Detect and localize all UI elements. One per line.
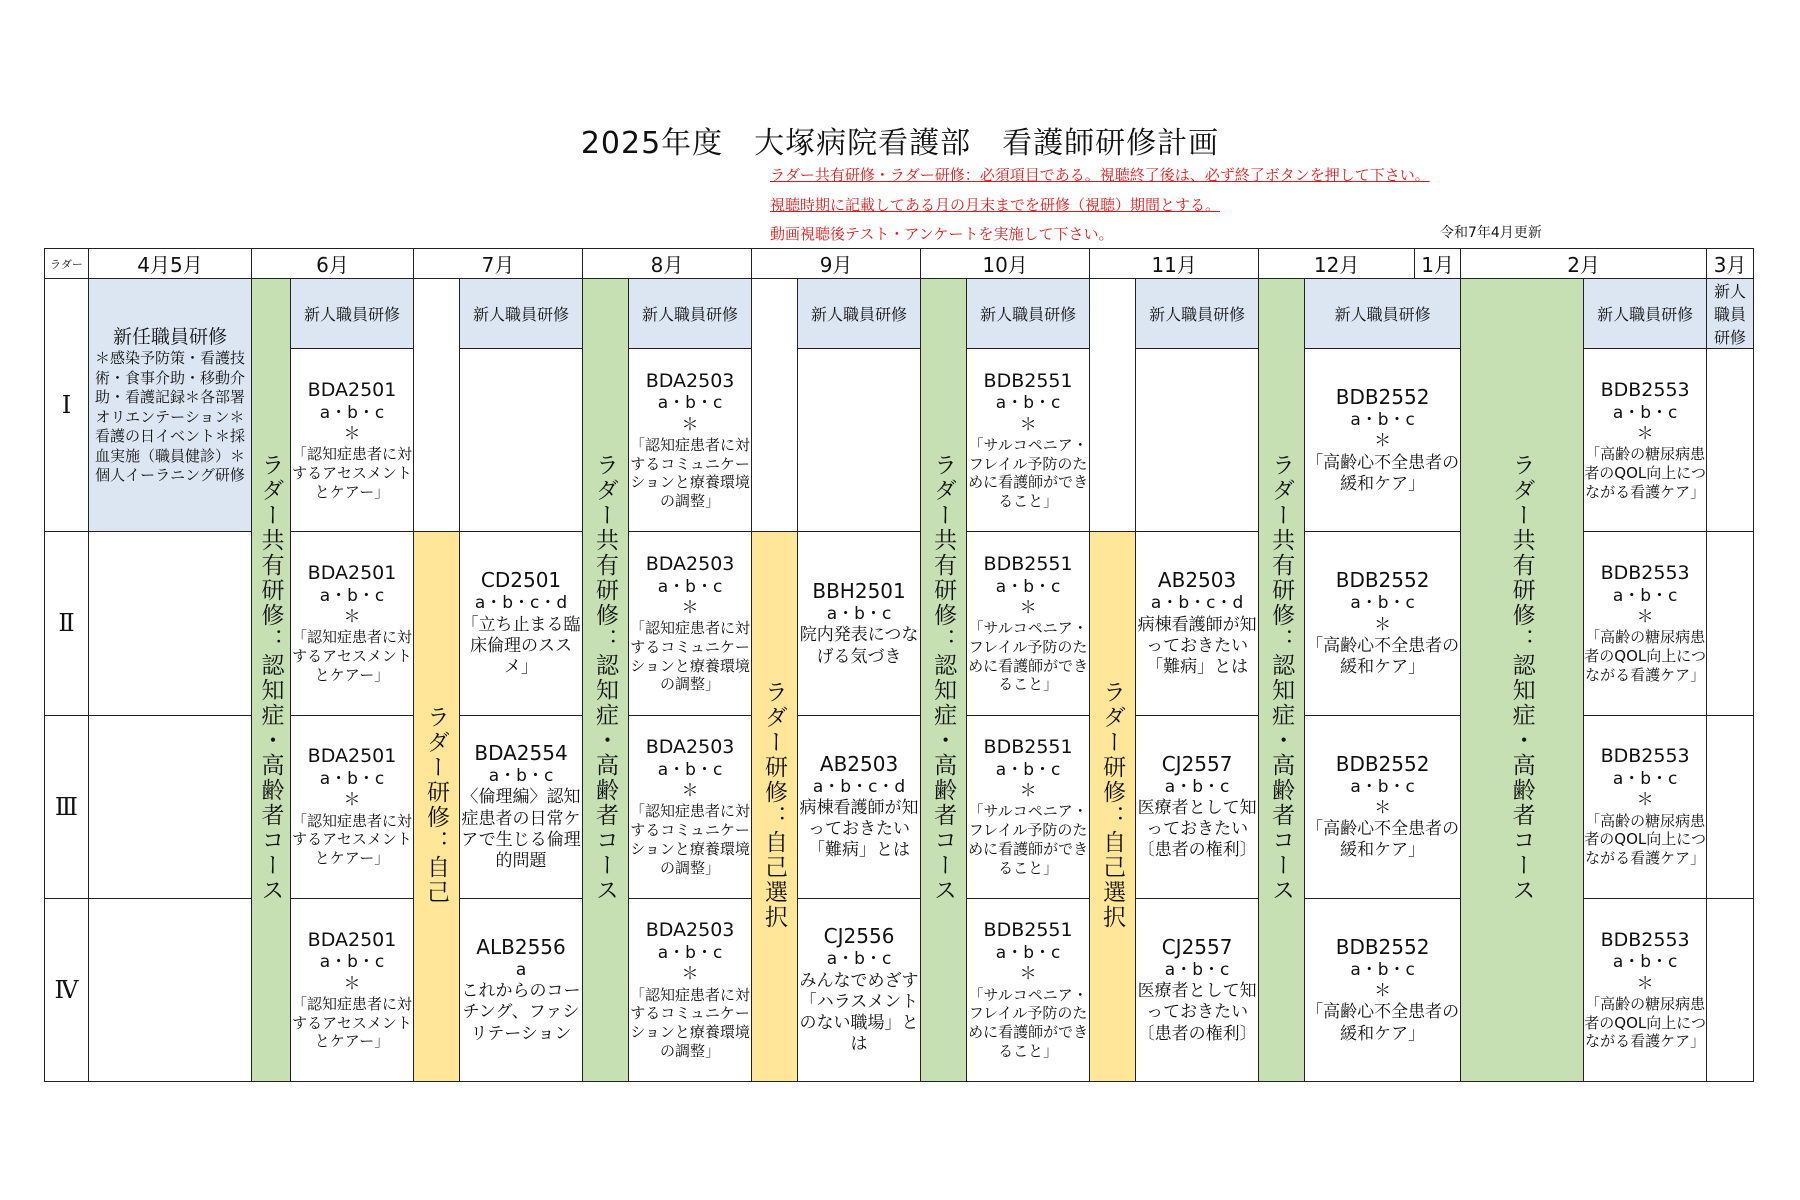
shared-training-oct: [921, 279, 967, 1082]
new-staff-mar: 新人職員研修: [1707, 279, 1754, 349]
course-cell: BDA2503 a・b・c ＊ 「認知症患者に対するコミュニケーションと療養環境の調整」: [629, 349, 752, 532]
course-cell: BDB2551 a・b・c ＊ 「サルコペニア・フレイル予防のために看護師ができること」: [967, 532, 1090, 715]
month-dec: 12月: [1259, 249, 1415, 279]
training-plan-table: [44, 248, 1754, 1082]
month-sep: 9月: [752, 249, 921, 279]
course-cell: CJ2556 a・b・c みんなでめざす「ハラスメントのない職場」とは: [798, 898, 921, 1081]
course-cell: BDA2503 a・b・c ＊ 「認知症患者に対するコミュニケーションと療養環境の調整」: [629, 898, 752, 1081]
new-staff-aug: 新人職員研修: [629, 279, 752, 349]
empty-cell: [414, 279, 460, 532]
ladder-training-jul: [414, 532, 460, 1082]
new-staff-row: [45, 279, 1754, 349]
course-cell: BDB2553 a・b・c ＊ 「高齢の糖尿病患者のQOL向上につながる看護ケア」: [1584, 532, 1707, 715]
ladder-training-label: ラダー研修：自己選択: [761, 679, 788, 930]
course-cell: BDB2553 a・b・c ＊ 「高齢の糖尿病患者のQOL向上につながる看護ケア」: [1584, 898, 1707, 1081]
new-staff-feb: 新人職員研修: [1584, 279, 1707, 349]
notice-test: 動画視聴後テスト・アンケートを実施して下さい。: [770, 225, 1114, 243]
empty-cell: [1707, 715, 1754, 898]
month-mar: 3月: [1707, 249, 1754, 279]
ladder-training-sep: [752, 532, 798, 1082]
empty-cell: [1707, 532, 1754, 715]
empty-cell: [752, 279, 798, 532]
new-staff-jul: 新人職員研修: [460, 279, 583, 349]
month-feb: 2月: [1461, 249, 1707, 279]
new-staff-dec-jan: 新人職員研修: [1305, 279, 1461, 349]
course-cell: BDB2552 a・b・c ＊ 「高齢心不全患者の緩和ケア」: [1305, 715, 1461, 898]
course-cell: BDB2552 a・b・c ＊ 「高齢心不全患者の緩和ケア」: [1305, 532, 1461, 715]
empty-cell: [1090, 279, 1136, 532]
month-jun: 6月: [252, 249, 414, 279]
course-cell: BDA2503 a・b・c ＊ 「認知症患者に対するコミュニケーションと療養環境の調整」: [629, 715, 752, 898]
course-cell: BDB2553 a・b・c ＊ 「高齢の糖尿病患者のQOL向上につながる看護ケア」: [1584, 349, 1707, 532]
empty-cell: [89, 532, 252, 715]
empty-cell: [798, 349, 921, 532]
empty-cell: [1707, 349, 1754, 532]
level-4: Ⅳ: [45, 898, 89, 1081]
course-cell: CJ2557 a・b・c 医療者として知っておきたい〔患者の権利〕: [1136, 898, 1259, 1081]
month-jan: 1月: [1415, 249, 1461, 279]
empty-cell: [460, 349, 583, 532]
month-nov: 11月: [1090, 249, 1259, 279]
newhire-body: ＊感染予防策・看護技術・食事介助・移動介助・看護記録＊各部署オリエンテーション＊看護の日イベント＊採血実施（職員健診）＊個人イーラニング研修: [94, 349, 245, 485]
month-jul: 7月: [414, 249, 583, 279]
course-cell: BDA2501 a・b・c ＊ 「認知症患者に対するアセスメントとケアー」: [291, 532, 414, 715]
ladder-training-label: ラダー研修：自己: [423, 704, 450, 905]
shared-training-aug: [583, 279, 629, 1082]
course-cell: BDA2501 a・b・c ＊ 「認知症患者に対するアセスメントとケアー」: [291, 715, 414, 898]
ladder-header: ラダー: [45, 249, 89, 279]
newhire-title: 新任職員研修: [112, 325, 227, 348]
notice-period: 視聴時期に記載してある月の月末までを研修（視聴）期間とする。: [770, 196, 1221, 214]
empty-cell: [1707, 898, 1754, 1081]
course-cell: BDB2551 a・b・c ＊ 「サルコペニア・フレイル予防のために看護師ができること」: [967, 715, 1090, 898]
course-cell: BDA2554 a・b・c 〈倫理編〉認知症患者の日常ケアで生じる倫理的問題: [460, 715, 583, 898]
shared-training-label: ラダー共有研修：認知症・高齢者コース: [257, 453, 284, 903]
shared-training-dec: [1259, 279, 1305, 1082]
course-cell: BDA2503 a・b・c ＊ 「認知症患者に対するコミュニケーションと療養環境の調整」: [629, 532, 752, 715]
shared-training-label: ラダー共有研修：認知症・高齢者コース: [1508, 453, 1535, 903]
ladder-training-nov: [1090, 532, 1136, 1082]
course-cell: BDB2552 a・b・c ＊ 「高齢心不全患者の緩和ケア」: [1305, 349, 1461, 532]
month-header-row: [45, 249, 1754, 279]
ladder-training-label: ラダー研修：自己選択: [1099, 679, 1126, 930]
course-cell: ALB2556 a これからのコーチング、ファシリテーション: [460, 898, 583, 1081]
empty-cell: [89, 715, 252, 898]
newhire-block: [89, 279, 252, 532]
course-cell: CD2501 a・b・c・d 「立ち止まる臨床倫理のススメ」: [460, 532, 583, 715]
empty-cell: [1136, 349, 1259, 532]
course-cell: BDB2551 a・b・c ＊ 「サルコペニア・フレイル予防のために看護師ができること」: [967, 349, 1090, 532]
level-3: Ⅲ: [45, 715, 89, 898]
course-cell: BDB2552 a・b・c ＊ 「高齢心不全患者の緩和ケア」: [1305, 898, 1461, 1081]
shared-training-label: ラダー共有研修：認知症・高齢者コース: [592, 453, 619, 903]
month-apr-may: 4月5月: [89, 249, 252, 279]
course-cell: BBH2501 a・b・c 院内発表につなげる気づき: [798, 532, 921, 715]
level-1: Ⅰ: [45, 279, 89, 532]
course-cell: BDA2501 a・b・c ＊ 「認知症患者に対するアセスメントとケアー」: [291, 349, 414, 532]
new-staff-oct: 新人職員研修: [967, 279, 1090, 349]
course-cell: AB2503 a・b・c・d 病棟看護師が知っておきたい「難病」とは: [1136, 532, 1259, 715]
month-oct: 10月: [921, 249, 1090, 279]
course-cell: BDB2553 a・b・c ＊ 「高齢の糖尿病患者のQOL向上につながる看護ケア」: [1584, 715, 1707, 898]
course-cell: BDB2551 a・b・c ＊ 「サルコペニア・フレイル予防のために看護師ができること」: [967, 898, 1090, 1081]
shared-training-label: ラダー共有研修：認知症・高齢者コース: [1268, 453, 1295, 903]
notice-required: ラダー共有研修・ラダー研修：必須項目である。視聴終了後は、必ず終了ボタンを押して下さい。: [770, 166, 1430, 184]
month-aug: 8月: [583, 249, 752, 279]
new-staff-nov: 新人職員研修: [1136, 279, 1259, 349]
empty-cell: [89, 898, 252, 1081]
new-staff-sep: 新人職員研修: [798, 279, 921, 349]
shared-training-feb: [1461, 279, 1584, 1082]
shared-training-label: ラダー共有研修：認知症・高齢者コース: [930, 453, 957, 903]
course-cell: AB2503 a・b・c・d 病棟看護師が知っておきたい「難病」とは: [798, 715, 921, 898]
updated-date: 令和7年4月更新: [1440, 225, 1542, 241]
shared-training-jun: [252, 279, 291, 1082]
page-title: 2025年度 大塚病院看護部 看護師研修計画: [580, 126, 1220, 161]
course-cell: BDA2501 a・b・c ＊ 「認知症患者に対するアセスメントとケアー」: [291, 898, 414, 1081]
course-cell: CJ2557 a・b・c 医療者として知っておきたい〔患者の権利〕: [1136, 715, 1259, 898]
level-2: Ⅱ: [45, 532, 89, 715]
new-staff-jun: 新人職員研修: [291, 279, 414, 349]
